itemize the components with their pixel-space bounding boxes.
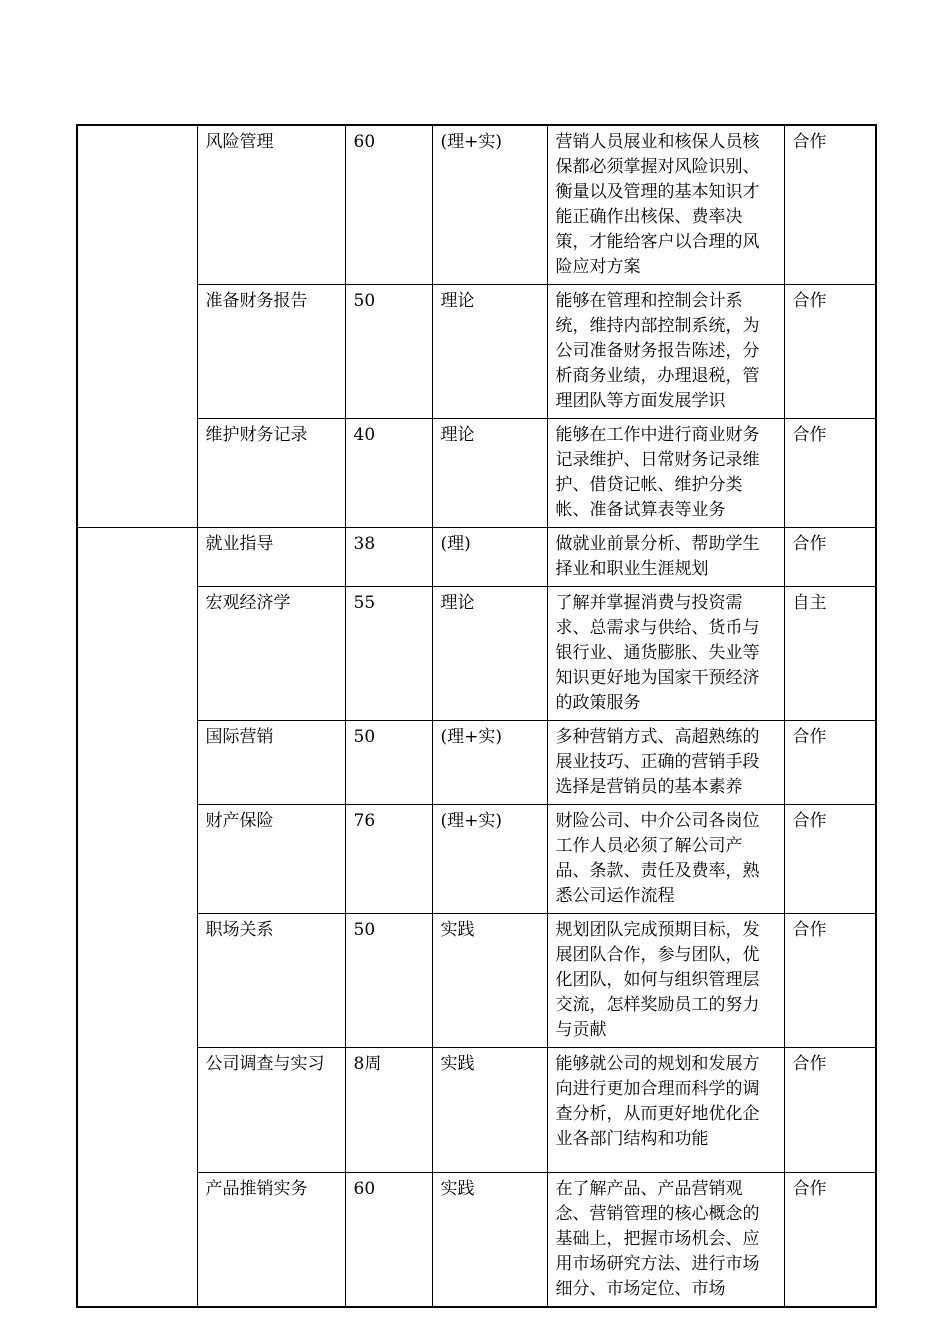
course-mode: 合作 xyxy=(784,1048,876,1173)
course-name: 产品推销实务 xyxy=(197,1173,345,1308)
course-type: (理+实) xyxy=(432,805,547,914)
course-hours: 60 xyxy=(345,125,432,285)
course-mode: 合作 xyxy=(784,914,876,1048)
course-mode: 自主 xyxy=(784,587,876,721)
course-type: 理论 xyxy=(432,587,547,721)
course-type: 理论 xyxy=(432,419,547,528)
course-type: 实践 xyxy=(432,1048,547,1173)
course-name: 准备财务报告 xyxy=(197,285,345,419)
course-type: (理+实) xyxy=(432,125,547,285)
course-name: 宏观经济学 xyxy=(197,587,345,721)
course-name: 公司调查与实习 xyxy=(197,1048,345,1173)
table-row xyxy=(77,721,876,805)
course-desc: 在了解产品、产品营销观念、营销管理的核心概念的基础上，把握市场机会、应用市场研究方法、进行市场细分、市场定位、市场 xyxy=(547,1173,784,1308)
course-name: 财产保险 xyxy=(197,805,345,914)
course-hours: 8周 xyxy=(345,1048,432,1173)
category-cell xyxy=(77,125,197,528)
course-mode: 合作 xyxy=(784,1173,876,1308)
course-hours: 40 xyxy=(345,419,432,528)
course-desc: 能够在工作中进行商业财务记录维护、日常财务记录维护、借贷记帐、维护分类帐、准备试算表等业务 xyxy=(547,419,784,528)
table-row xyxy=(77,419,876,528)
course-type: 实践 xyxy=(432,1173,547,1308)
course-desc: 做就业前景分析、帮助学生择业和职业生涯规划 xyxy=(547,528,784,587)
course-desc: 规划团队完成预期目标，发展团队合作，参与团队，优化团队，如何与组织管理层交流，怎样奖励员工的努力与贡献 xyxy=(547,914,784,1048)
course-mode: 合作 xyxy=(784,528,876,587)
table-row xyxy=(77,587,876,721)
table-row xyxy=(77,1048,876,1173)
table-row xyxy=(77,285,876,419)
course-desc: 了解并掌握消费与投资需求、总需求与供给、货币与银行业、通货膨胀、失业等知识更好地为国家干预经济的政策服务 xyxy=(547,587,784,721)
course-hours: 60 xyxy=(345,1173,432,1308)
course-hours: 55 xyxy=(345,587,432,721)
course-hours: 50 xyxy=(345,285,432,419)
course-hours: 76 xyxy=(345,805,432,914)
course-desc: 营销人员展业和核保人员核保都必须掌握对风险识别、衡量以及管理的基本知识才能正确作出核保、费率决策，才能给客户以合理的风险应对方案 xyxy=(547,125,784,285)
course-table xyxy=(76,124,877,1308)
course-type: 实践 xyxy=(432,914,547,1048)
table-row xyxy=(77,805,876,914)
course-type: (理+实) xyxy=(432,721,547,805)
course-desc: 能够在管理和控制会计系统，维持内部控制系统，为公司准备财务报告陈述，分析商务业绩，办理退税，管理团队等方面发展学识 xyxy=(547,285,784,419)
category-cell xyxy=(77,528,197,1308)
course-hours: 50 xyxy=(345,914,432,1048)
course-name: 国际营销 xyxy=(197,721,345,805)
course-hours: 38 xyxy=(345,528,432,587)
course-desc: 能够就公司的规划和发展方向进行更加合理而科学的调查分析，从而更好地优化企业各部门结构和功能 xyxy=(547,1048,784,1173)
table-row xyxy=(77,914,876,1048)
course-name: 风险管理 xyxy=(197,125,345,285)
course-mode: 合作 xyxy=(784,721,876,805)
course-desc: 财险公司、中介公司各岗位工作人员必须了解公司产品、条款、责任及费率，熟悉公司运作流程 xyxy=(547,805,784,914)
course-hours: 50 xyxy=(345,721,432,805)
course-type: (理) xyxy=(432,528,547,587)
table-row xyxy=(77,1173,876,1308)
course-mode: 合作 xyxy=(784,805,876,914)
course-mode: 合作 xyxy=(784,125,876,285)
course-name: 维护财务记录 xyxy=(197,419,345,528)
course-name: 就业指导 xyxy=(197,528,345,587)
course-mode: 合作 xyxy=(784,285,876,419)
table-row xyxy=(77,528,876,587)
course-type: 理论 xyxy=(432,285,547,419)
course-name: 职场关系 xyxy=(197,914,345,1048)
course-mode: 合作 xyxy=(784,419,876,528)
course-desc: 多种营销方式、高超熟练的展业技巧、正确的营销手段选择是营销员的基本素养 xyxy=(547,721,784,805)
table-row xyxy=(77,125,876,285)
